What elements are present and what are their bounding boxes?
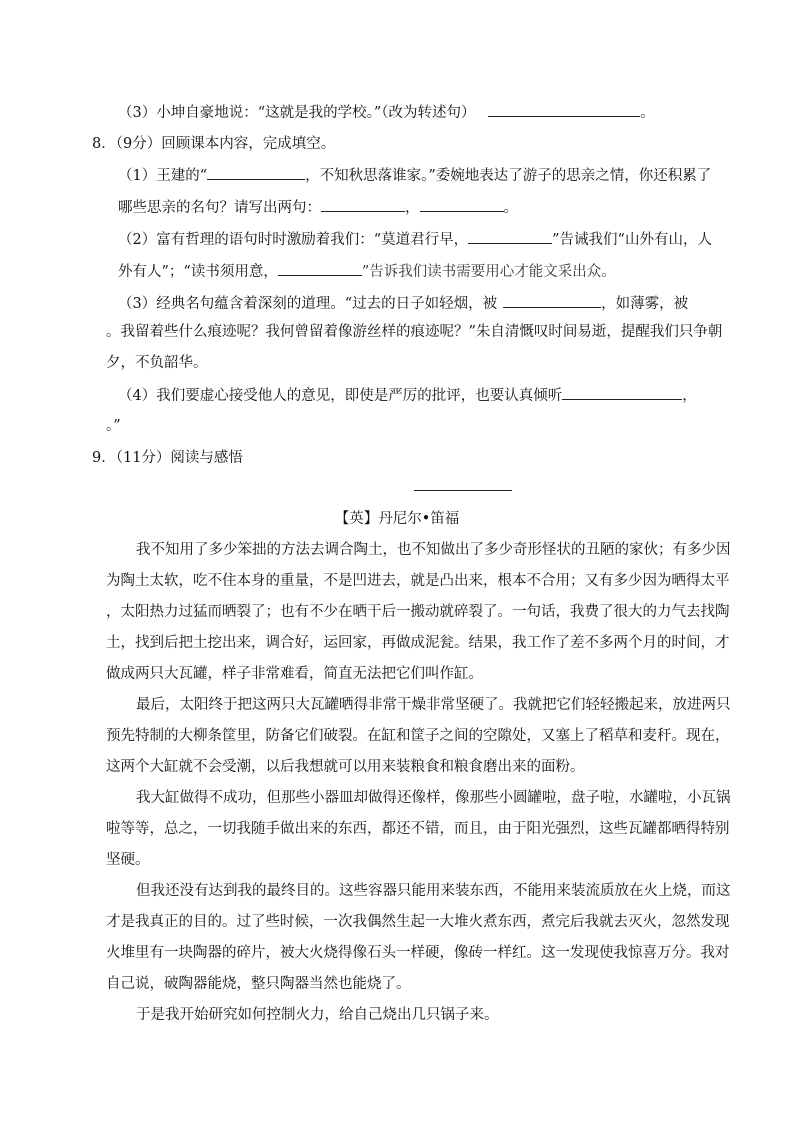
passage-paragraph-2 <box>106 695 731 777</box>
q7-3-text: （3）小坤自豪地说：“这就是我的学校。”（改为转述句） <box>118 105 476 121</box>
q8-4-end: 。” <box>106 418 121 434</box>
q8-4-sep: ， <box>682 388 697 404</box>
q8-1-rest: ，不知秋思落谁家。”委婉地表达了游子的思亲之情，你还积累了 <box>305 168 712 184</box>
q8-1-line2 <box>118 197 518 218</box>
passage-paragraph-5 <box>106 1005 499 1025</box>
passage-paragraph-1 <box>106 540 731 684</box>
q8-1-line1 <box>118 165 711 186</box>
passage-line: 我大缸做得不成功，但那些小器皿却做得还像样，像那些小圆罐啦，盘子啦，水罐啦，小瓦锅 <box>136 790 731 806</box>
passage-paragraph-3 <box>106 788 731 870</box>
q9-header: 9．（11分）阅读与感悟 <box>92 450 243 466</box>
q8-3-end: 夕，不负韶华。 <box>106 355 208 371</box>
q8-1-answer-blank-2[interactable] <box>420 197 504 212</box>
q8-4-prefix: （4）我们要虚心接受他人的意见，即使是严厉的批评，也要认真倾听 <box>118 388 563 404</box>
q8-header: 8．（9分）回顾课本内容，完成填空。 <box>92 136 336 152</box>
q8-3-rest: 。我留着些什么痕迹呢？我何曾留着像游丝样的痕迹呢？”朱自清慨叹时间易逝，提醒我们只争朝 <box>106 324 723 340</box>
passage-line: 预先特制的大柳条筐里，防备它们破裂。在缸和筐子之间的空隙处，又塞上了稻草和麦秆。现在， <box>106 728 730 744</box>
q8-2-line1 <box>118 229 712 250</box>
q7-3-answer-blank[interactable] <box>488 102 640 117</box>
passage-line: 于是我开始研究如何控制火力，给自己烧出几只锅子来。 <box>136 1007 499 1023</box>
passage-byline: 【英】丹尼尔•笛福 <box>334 511 460 527</box>
passage-line: 啦等等，总之，一切我随手做出来的东西，都还不错，而且，由于阳光强烈，这些瓦罐都晒得特别 <box>106 821 730 837</box>
q8-3-line1 <box>118 293 688 314</box>
passage-line: 自己说，破陶器能烧，整只陶器当然也能烧了。 <box>106 976 411 992</box>
q8-1-answer-blank-1[interactable] <box>321 197 405 212</box>
q8-1-blank[interactable] <box>207 165 305 180</box>
passage-line: 才是我真正的目的。过了些时候，一次我偶然生起一大堆火煮东西，煮完后我就去灭火，忽然发现 <box>106 914 730 930</box>
q7-3-line <box>118 102 655 123</box>
passage-line: 我不知用了多少笨拙的方法去调合陶土，也不知做出了多少奇形怪状的丑陋的家伙；有多少因 <box>136 542 731 558</box>
q8-4-line2 <box>106 416 121 436</box>
q8-2-end: ”告诉我们读书需要用心才能文采出众。 <box>361 264 616 280</box>
passage-paragraph-4 <box>106 881 731 994</box>
q8-1-sep: ， <box>405 200 420 216</box>
q8-3-line2 <box>106 322 722 342</box>
q8-1-end: 。 <box>503 200 518 216</box>
q8-2-blank-2[interactable] <box>278 261 362 276</box>
q8-4-line1 <box>118 385 697 406</box>
q8-2-prefix: （2）富有哲理的语句时时激励着我们：“莫道君行早， <box>118 232 469 248</box>
passage-line: 这两个大缸就不会受潮，以后我想就可以用来装粮食和粮食磨出来的面粉。 <box>106 759 585 775</box>
passage-line: 但我还没有达到我的最终目的。这些容器只能用来装东西，不能用来装流质放在火上烧，而这 <box>136 883 731 899</box>
q8-3-prefix: （3）经典名句蕴含着深刻的道理。“过去的日子如轻烟，被 <box>118 296 498 312</box>
passage-line: 坚硬。 <box>106 852 150 868</box>
passage-line: ，太阳热力过猛而晒裂了；也有不少在晒干后一搬动就碎裂了。一句话，我费了很大的力气去找陶 <box>106 604 730 620</box>
q8-2-line2 <box>118 261 616 282</box>
q8-1-prefix: （1）王建的“ <box>118 168 208 184</box>
q8-2-blank-1[interactable] <box>468 229 552 244</box>
q8-2-prefix-2: 外有人”；“读书须用意， <box>118 264 278 280</box>
passage-line: 最后，太阳终于把这两只大瓦罐晒得非常干燥非常坚硬了。我就把它们轻轻搬起来，放进两只 <box>136 697 731 713</box>
passage-line: 土，找到后把土挖出来，调合好，运回家，再做成泥瓮。结果，我工作了差不多两个月的时间，才 <box>106 635 730 651</box>
passage-line: 为陶土太软，吃不住本身的重量，不是凹进去，就是凸出来，根本不合用；又有多少因为晒得太平 <box>106 573 730 589</box>
passage-line: 做成两只大瓦罐，样子非常难看，简直无法把它们叫作缸。 <box>106 666 483 682</box>
q8-1-question: 哪些思亲的名句？请写出两句： <box>118 200 321 216</box>
q8-4-blank-1[interactable] <box>562 385 682 400</box>
q8-2-rest: ”告诫我们“山外有山，人 <box>552 232 712 248</box>
q8-3-blank-1[interactable] <box>503 293 601 308</box>
q8-3-line3 <box>106 353 208 373</box>
passage-title-blank[interactable] <box>414 490 512 491</box>
q8-3-mid: ，如薄雾，被 <box>601 296 689 312</box>
q7-3-end: 。 <box>640 105 655 121</box>
passage-line: 火堆里有一块陶器的碎片，被大火烧得像石头一样硬，像砖一样红。这一发现使我惊喜万分。我对 <box>106 945 730 961</box>
